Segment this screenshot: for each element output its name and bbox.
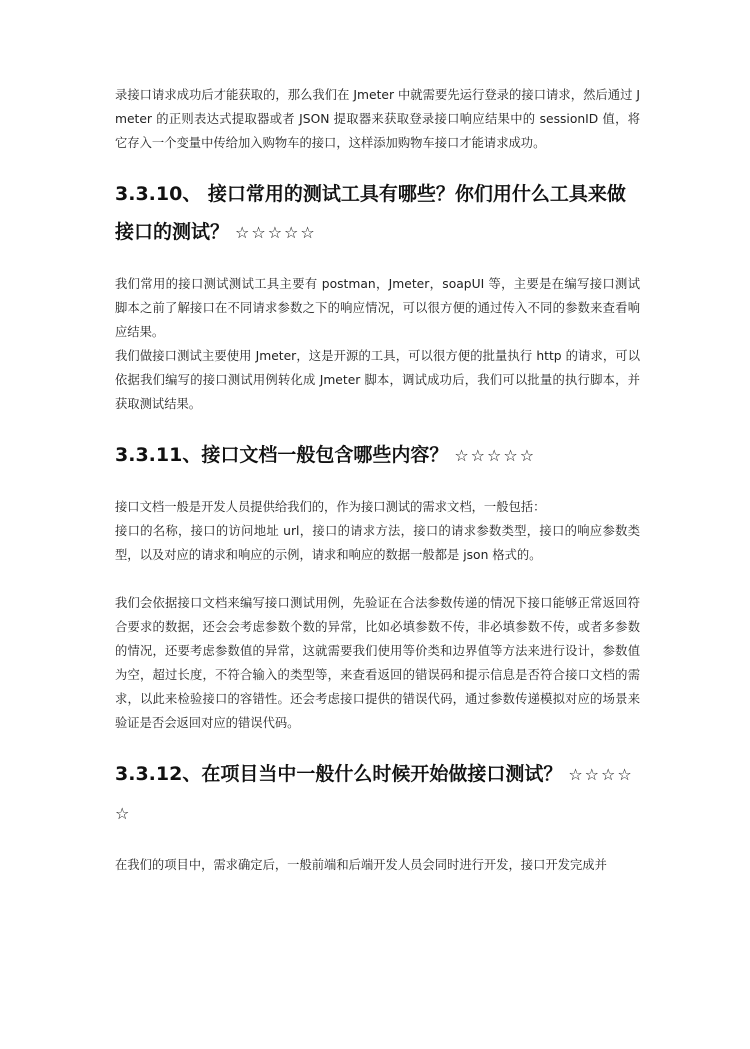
rating-stars: ☆☆☆☆☆ — [454, 446, 537, 465]
section-3-3-10-paragraph-2: 我们做接口测试主要使用 Jmeter，这是开源的工具，可以很方便的批量执行 http 的请求，可以依据我们编写的接口测试用例转化成 Jmeter 脚本，调试成功后，我们可以批量的执行脚本，并获取测试结果。 — [115, 349, 640, 411]
section-heading-3-3-12 — [115, 755, 640, 833]
section-heading-3-3-10 — [115, 175, 640, 252]
rating-stars: ☆☆☆☆☆ — [235, 223, 317, 242]
document-content — [115, 83, 640, 877]
intro-paragraph: 录接口请求成功后才能获取的，那么我们在 Jmeter 中就需要先运行登录的接口请求，然后通过 Jmeter 的正则表达式提取器或者 JSON 提取器来获取登录接口响应结果中的 sessionID 值，将它存入一个变量中传给加入购物车的接口，这样添加购物车接口才能请求成功。 — [115, 88, 640, 150]
section-3-3-11-paragraph-1: 接口文档一般是开发人员提供给我们的，作为接口测试的需求文档，一般包括： — [115, 500, 546, 514]
section-3-3-11-paragraph-2: 接口的名称，接口的访问地址 url，接口的请求方法，接口的请求参数类型，接口的响应参数类型，以及对应的请求和响应的示例，请求和响应的数据一般都是 json 格式的。 — [115, 524, 640, 562]
section-3-3-11-paragraph-3: 我们会依据接口文档来编写接口测试用例，先验证在合法参数传递的情况下接口能够正常返回符合要求的数据，还会会考虑参数个数的异常，比如必填参数不传，非必填参数不传，或者多参数的情况，还要考虑参数值的异常，这就需要我们使用等价类和边界值等方法来进行设计，参数值为空，超过长度，不符合输入的类型等，来查看返回的错误码和提示信息是否符合接口文档的需求，以此来检验接口的容错性。还会考虑接口提供的错误代码，通过参数传递模拟对应的场景来验证是否会返回对应的错误代码。 — [115, 596, 640, 730]
heading-text: 3.3.11、接口文档一般包含哪些内容？ — [115, 444, 449, 466]
section-heading-3-3-11 — [115, 436, 640, 475]
heading-text: 3.3.10、 接口常用的测试工具有哪些？你们用什么工具来做接口的测试？ — [115, 183, 626, 243]
section-3-3-12-paragraph-1: 在我们的项目中，需求确定后，一般前端和后端开发人员会同时进行开发，接口开发完成并 — [115, 858, 607, 872]
section-3-3-10-paragraph-1: 我们常用的接口测试测试工具主要有 postman，Jmeter，soapUI 等，主要是在编写接口测试脚本之前了解接口在不同请求参数之下的响应情况，可以很方便的通过传入不同的参数来查看响应结果。 — [115, 277, 640, 339]
heading-text: 3.3.12、在项目当中一般什么时候开始做接口测试？ — [115, 763, 563, 785]
rating-stars: ☆☆☆☆☆ — [115, 765, 634, 823]
